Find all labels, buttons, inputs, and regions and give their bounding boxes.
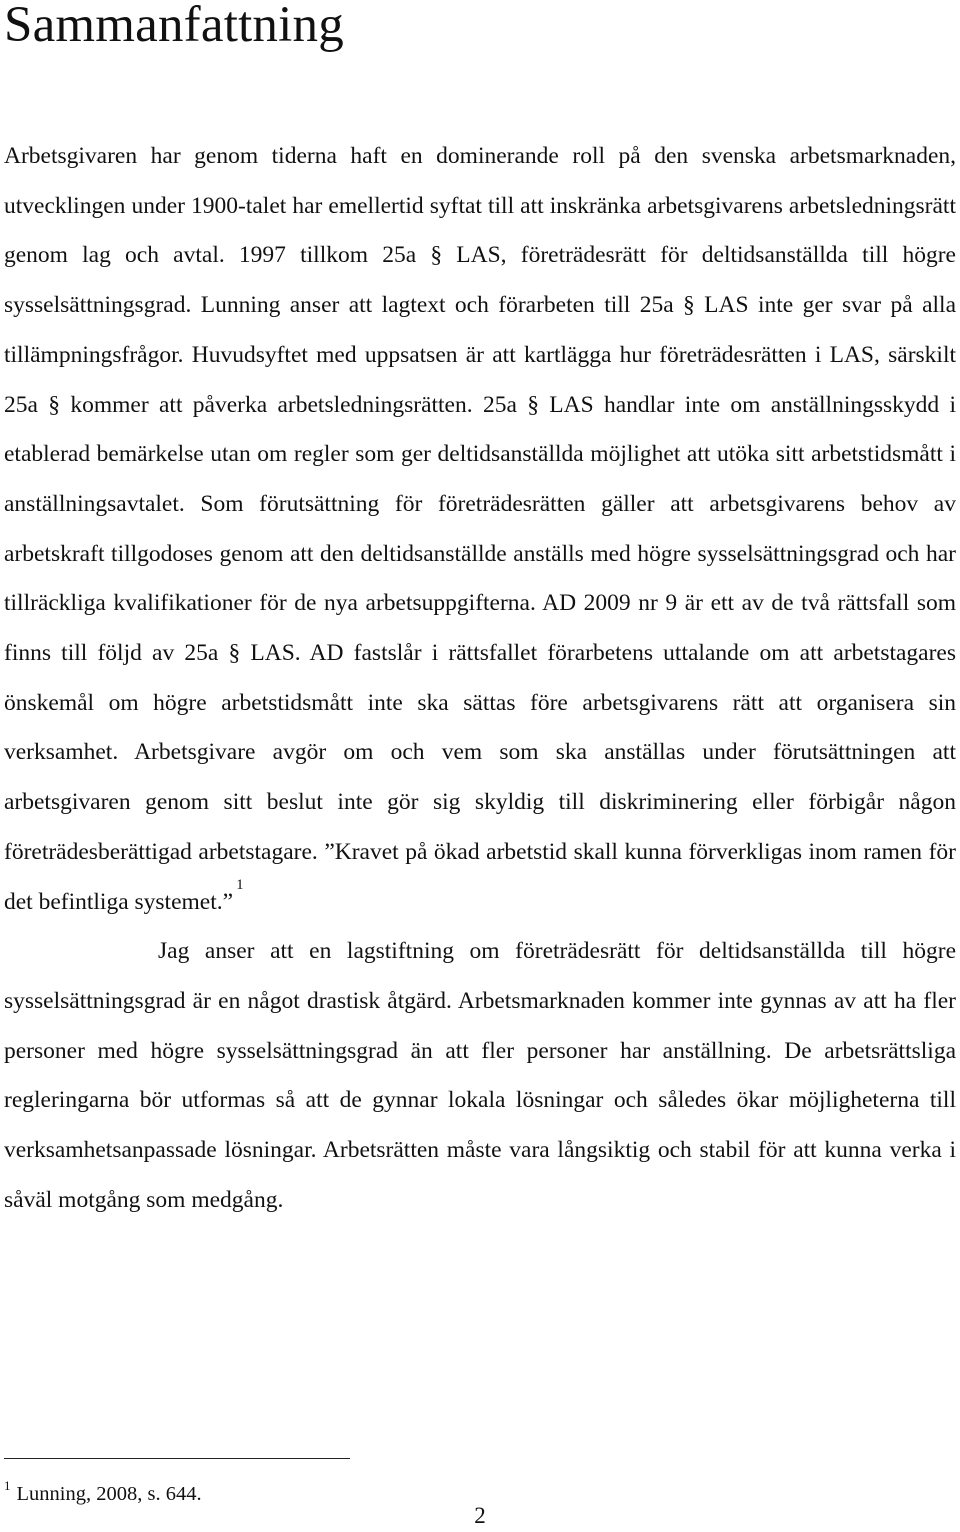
footnote-number: 1	[4, 1478, 11, 1493]
page-number: 2	[474, 1503, 486, 1528]
footnote-text: Lunning, 2008, s. 644.	[16, 1482, 202, 1505]
paragraph-summary	[4, 132, 956, 927]
footnote-reference[interactable]: 1	[236, 876, 244, 893]
paragraph-summary-text: Arbetsgivaren har genom tiderna haft en dominerande roll på den svenska arbetsmarknaden, utvecklingen under 1900-talet har emellertid syftat till att inskränka arbetsgivarens arbetsledningsrätt genom lag och avtal. 1997 tillkom 25a § LAS, företrädesrätt för deltidsanställda till högre sysselsättningsgrad. Lunning anser att lagtext och förarbeten till 25a § LAS inte ger svar på alla tillämpningsfrågor. Huvudsyftet med uppsatsen är att kartlägga hur företrädesrätten i LAS, särskilt 25a § kommer att påverka arbetsledningsrätten. 25a § LAS handlar inte om anställningsskydd i etablerad bemärkelse utan om regler som ger deltidsanställda möjlighet att utöka sitt arbetstidsmått i anställningsavtalet. Som förutsättning för företrädesrätten gäller att arbetsgivarens behov av arbetskraft tillgodoses genom att den deltidsanställde anställs med högre sysselsättningsgrad och har tillräckliga kvalifikationer för de nya arbetsuppgifterna. AD 2009 nr 9 är ett av de två rättsfall som finns till följd av 25a § LAS. AD fastslår i rättsfallet förarbetens uttalande om att arbetstagares önskemål om högre arbetstidsmått inte ska sättas före arbetsgivarens rätt att organisera sin verksamhet. Arbetsgivare avgör om och vem som ska anställas under förutsättningen att arbetsgivaren genom sitt beslut inte gör sig skyldig till diskriminering eller förbigår någon företrädesberättigad arbetstagare. ”Kravet på ökad arbetstid skall kunna förverkligas inom ramen för det befintliga systemet.”	[4, 143, 956, 915]
page-heading: Sammanfattning	[4, 0, 344, 53]
footnote-divider	[4, 1458, 350, 1459]
paragraph-opinion	[4, 927, 956, 1225]
body-text	[4, 132, 956, 1225]
paragraph-opinion-text: Jag anser att en lagstiftning om företrädesrätt för deltidsanställda till högre sysselsättningsgrad är en något drastisk åtgärd. Arbetsmarknaden kommer inte gynnas av att ha fler personer med högre sysselsättningsgrad än att fler personer har anställning. De arbetsrättsliga regleringarna bör utformas så att de gynnar lokala lösningar och således ökar möjligheterna till verksamhetsanpassade lösningar. Arbetsrätten måste vara långsiktig och stabil för att kunna verka i såväl motgång som medgång.	[4, 938, 956, 1213]
